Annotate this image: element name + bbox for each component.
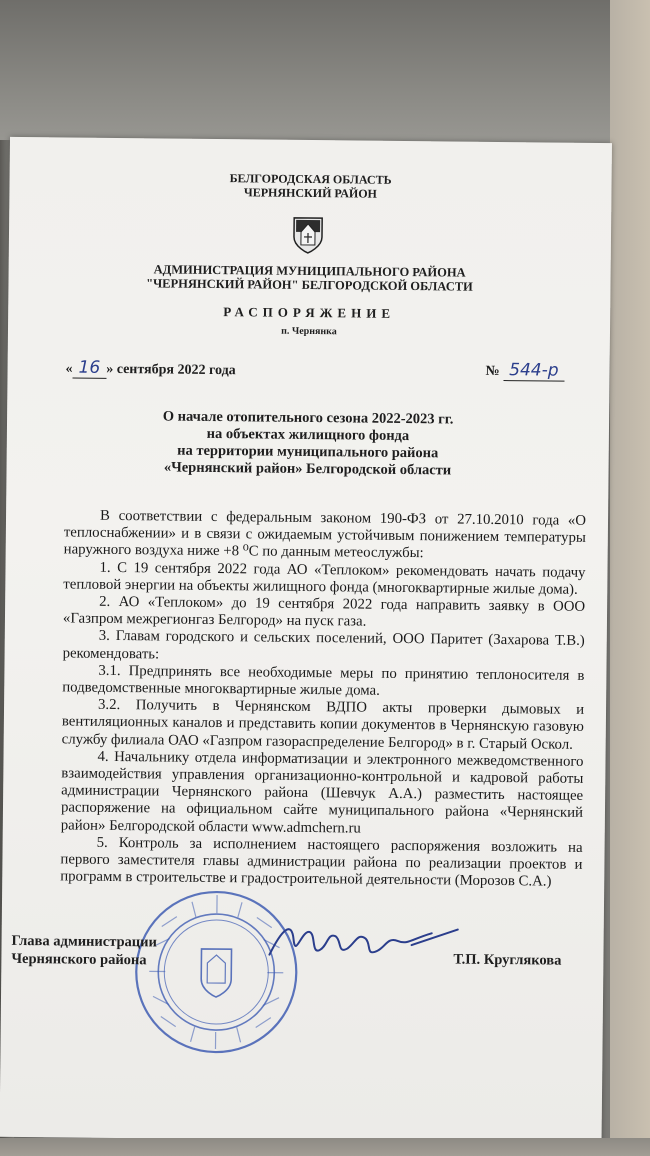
signatory-title-line-1: Глава администрации	[11, 932, 158, 951]
handwritten-signature-icon	[261, 910, 462, 972]
subject-line-1: О начале отопительного сезона 2022-2023 гг.	[162, 408, 454, 428]
document-number	[485, 360, 564, 382]
admin-line-1: АДМИНИСТРАЦИЯ МУНИЦИПАЛЬНОГО РАЙОНА	[153, 262, 466, 280]
clause-3: 3. Главам городского и сельских поселений, ООО Паритет (Захарова Т.В.) рекомендовать:	[62, 628, 585, 663]
signatory-title	[11, 932, 157, 970]
region-line-1: БЕЛГОРОДСКАЯ ОБЛАСТЬ	[229, 171, 392, 187]
region-line-2: ЧЕРНЯНСКИЙ РАЙОН	[243, 185, 377, 201]
background-top	[0, 0, 650, 150]
number-handwritten: 544-р	[503, 360, 565, 382]
document-date	[65, 357, 235, 380]
subject-line-3: на территории муниципального района	[177, 442, 439, 462]
clause-1: 1. С 19 сентября 2022 года АО «Теплоком» рекомендовать начать подачу тепловой энергии на объекты жилищного фонда (многоквартирные жилые дома).	[63, 559, 586, 598]
clause-4: 4. Начальнику отдела информатизации и электронного межведомственного взаимодействия управления организационно-контрольной и кадровой работы администрации Чернянского района (Шевчук А.А.) разместить настоящее распоряжение на официальном сайте муниципального района «Чернянский район» Белгородской области www.admchern.ru	[60, 748, 584, 837]
subject-line-4: «Чернянский район» Белгородской области	[163, 459, 452, 479]
clause-3-2: 3.2. Получить в Чернянском ВДПО акты проверки дымовых и вентиляционных каналов и представить копии документов в Чернянскую газовую службу филиала ОАО «Газпром газораспределение Белгород» в г. Старый Оскол.	[61, 697, 585, 753]
clause-3-1: 3.1. Предпринять все необходимые меры по принятию теплоносителя в подведомственные многоквартирные жилые дома.	[62, 662, 585, 699]
administration-heading	[8, 261, 610, 295]
coat-of-arms-icon	[291, 215, 325, 255]
date-month-year: » сентября 2022 года	[106, 361, 236, 379]
intro-paragraph: В соответствии с федеральным законом 190-ФЗ от 27.10.2010 года «О теплоснабжении» и в связи с ожидаемым устойчивым понижением температуры наружного воздуха ниже +8 ⁰С по данным метеослужбы:	[63, 507, 587, 562]
background-right	[610, 0, 650, 1156]
document-page	[0, 137, 612, 1143]
issue-place: п. Чернянка	[281, 325, 337, 338]
clause-2: 2. АО «Теплоком» до 19 сентября 2022 года направить заявку в ООО «Газпром межрегионгаз Белгород» на пуск газа.	[62, 593, 586, 630]
order-body	[60, 507, 586, 891]
region-heading	[9, 169, 611, 203]
date-day-handwritten: 16	[72, 358, 106, 379]
signatory-name: Т.П. Круглякова	[453, 951, 562, 969]
signatory-title-line-2: Чернянского района	[11, 950, 147, 969]
date-open-quote: «	[65, 361, 73, 377]
background-bottom	[0, 1138, 650, 1156]
admin-line-2: "ЧЕРНЯНСКИЙ РАЙОН" БЕЛГОРОДСКОЙ ОБЛАСТИ	[146, 276, 473, 294]
document-type-title: РАСПОРЯЖЕНИЕ	[223, 304, 396, 321]
number-sign: №	[485, 363, 500, 379]
order-subject	[6, 407, 609, 481]
clause-5: 5. Контроль за исполнением настоящего распоряжения возложить на первого заместителя главы администрации района по реализации проектов и программ в строительстве и градостроительной деятельности (Морозов С.А.)	[60, 834, 583, 890]
subject-line-2: на объектах жилищного фонда	[206, 425, 410, 445]
